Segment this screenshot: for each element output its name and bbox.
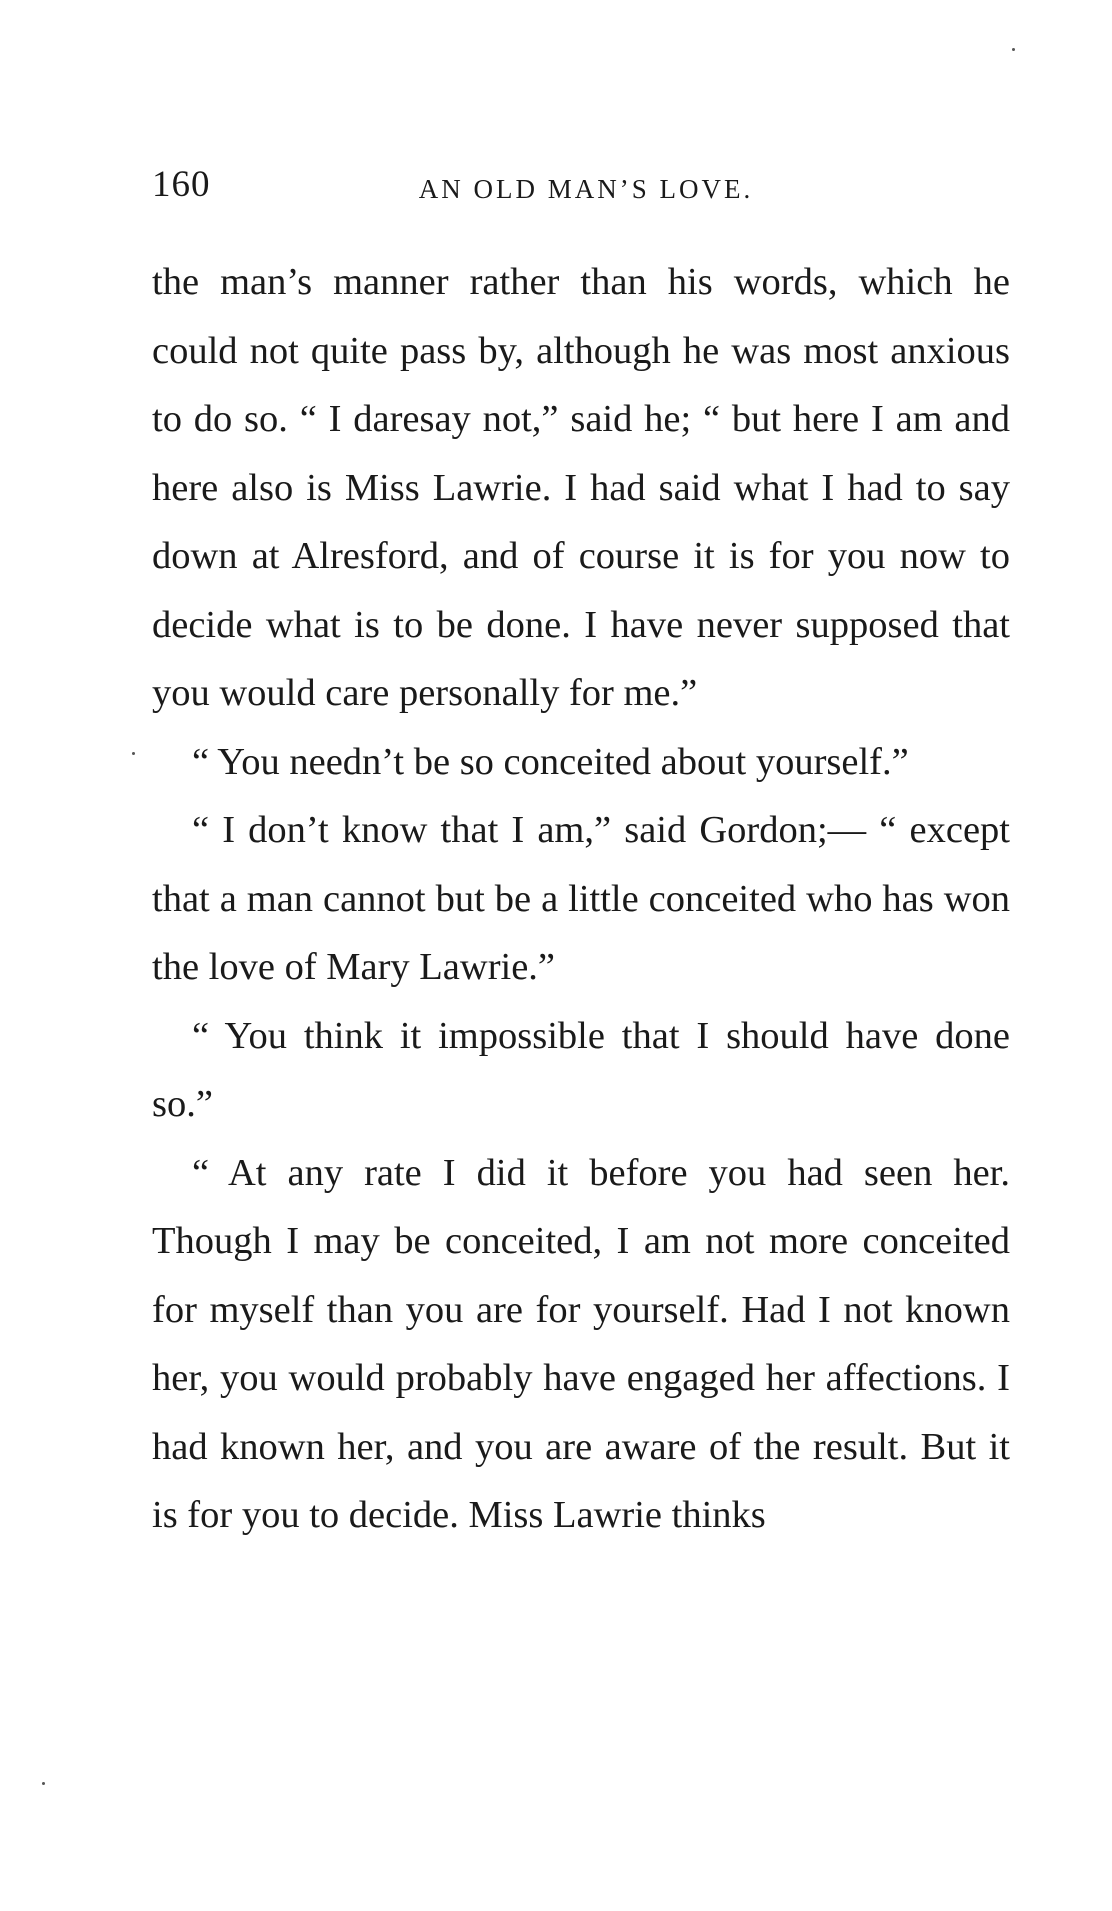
page-number: 160 — [152, 164, 211, 205]
body-text — [152, 248, 1010, 1550]
paragraph: “ You think it impossible that I should have done so.” — [152, 1014, 1010, 1125]
paragraph: “ You needn’t be so conceited about yourself.” — [192, 740, 909, 783]
paragraph-continued: the man’s manner rather than his words, which he could not quite pass by, although he was most anxious to do so. “ I daresay not,” said he; “ but here I am and here also is Miss Lawrie. I had said what I had to say down at Alresford, and of course it is for you now to decide what is to be done. I have never supposed that you would care personally for me.” — [152, 261, 1010, 714]
paper-speck — [132, 752, 135, 755]
paper-speck — [42, 1782, 45, 1785]
paper-speck — [1012, 48, 1015, 51]
paragraph: “ At any rate I did it before you had seen her. Though I may be conceited, I am not more conceited for myself than you are for yourself. Had I not known her, you would probably have engaged her affections. I had known her, and you are aware of the result. But it is for you to decide. Miss Lawrie thinks — [152, 1151, 1010, 1536]
page-header — [152, 160, 1010, 210]
paragraph: “ I don’t know that I am,” said Gordon;— “ except that a man cannot but be a little conceited who has won the love of Mary Lawrie.” — [152, 809, 1010, 988]
running-title: AN OLD MAN’S LOVE. — [418, 174, 754, 204]
